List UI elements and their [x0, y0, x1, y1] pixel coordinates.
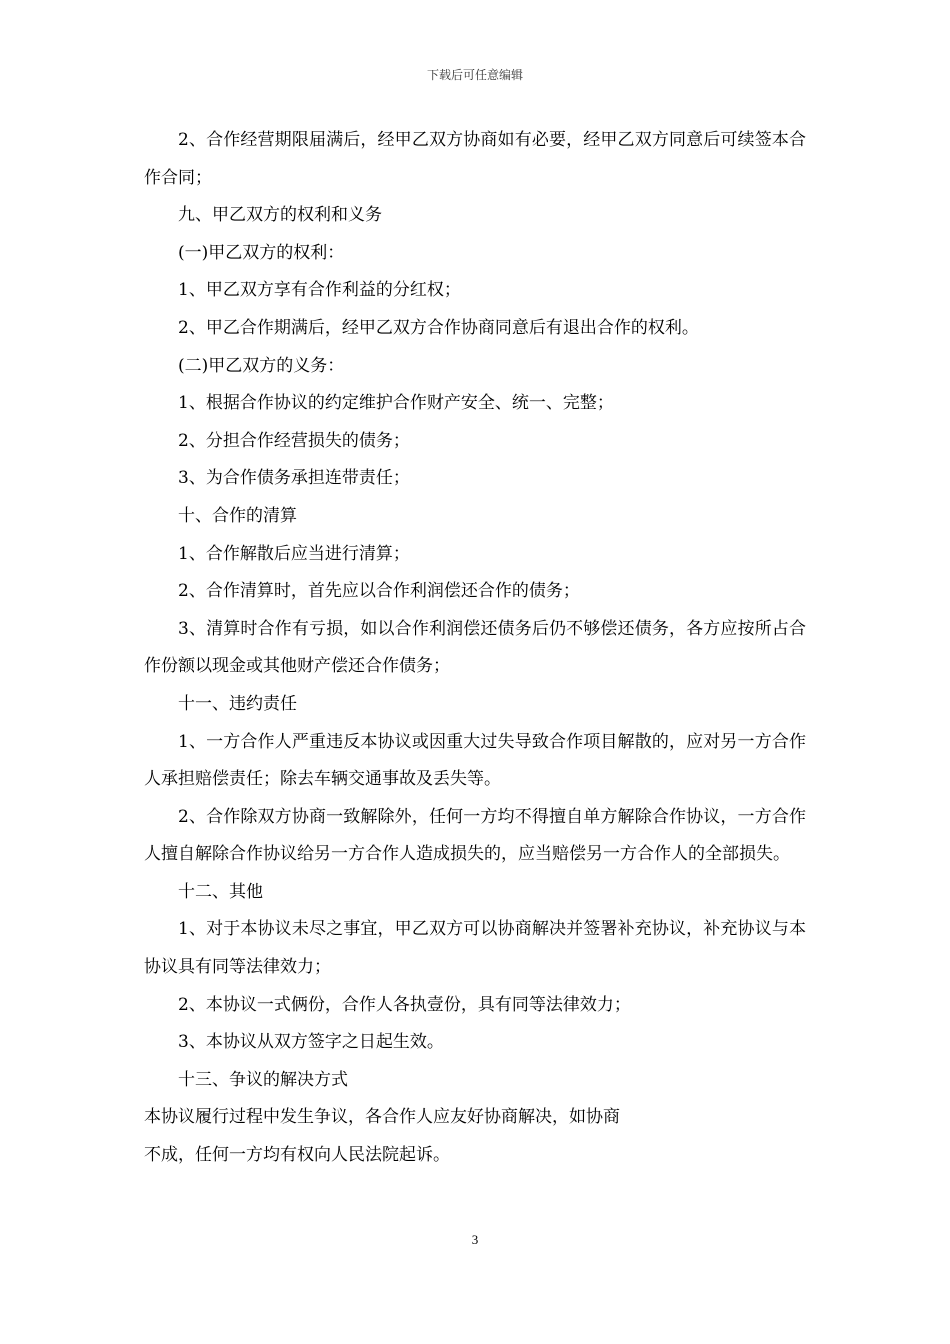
section-13-heading: 十三、争议的解决方式: [178, 1069, 348, 1090]
clause-12-2: 2、本协议一式俩份，合作人各执壹份，具有同等法律效力；: [178, 994, 631, 1015]
clause-9-2-2: 2、分担合作经营损失的债务；: [178, 430, 410, 451]
clause-11-2: 2、合作除双方协商一致解除外，任何一方均不得擅自单方解除合作协议，一方合作人擅自解除合作协议给另一方合作人造成损失的，应当赔偿另一方合作人的全部损失。: [144, 806, 806, 865]
clause-11-1: 1、一方合作人严重违反本协议或因重大过失导致合作项目解散的，应对另一方合作人承担赔偿责任；除去车辆交通事故及丢失等。: [144, 731, 806, 790]
clause-12-1: 1、对于本协议未尽之事宜，甲乙双方可以协商解决并签署补充协议，补充协议与本协议具有同等法律效力；: [144, 919, 806, 978]
section-10-heading: 十、合作的清算: [178, 505, 297, 526]
clause-12-3: 3、本协议从双方签字之日起生效。: [178, 1032, 444, 1053]
section-9-sub-1-heading: (一)甲乙双方的权利：: [178, 242, 345, 263]
clause-10-2: 2、合作清算时，首先应以合作利润偿还合作的债务；: [178, 581, 580, 602]
clause-9-2-3: 3、为合作债务承担连带责任；: [178, 468, 410, 489]
clause-10-3: 3、清算时合作有亏损，如以合作利润偿还债务后仍不够偿还债务，各方应按所占合作份额以现金或其他财产偿还合作债务；: [144, 618, 806, 677]
section-9-heading: 九、甲乙双方的权利和义务: [178, 205, 382, 226]
page-number: 3: [471, 1232, 479, 1247]
clause-9-1-2: 2、甲乙合作期满后，经甲乙双方合作协商同意后有退出合作的权利。: [178, 317, 699, 338]
document-body: [144, 122, 806, 1175]
clause-13-line-2: 不成，任何一方均有权向人民法院起诉。: [144, 1145, 450, 1166]
clause-13-line-1: 本协议履行过程中发生争议，各合作人应友好协商解决，如协商: [144, 1107, 620, 1128]
section-9-sub-2-heading: (二)甲乙双方的义务：: [178, 355, 345, 376]
clause-9-1-1: 1、甲乙双方享有合作利益的分红权；: [178, 280, 461, 301]
header-note: 下载后可任意编辑: [426, 68, 523, 82]
clause-9-2-1: 1、根据合作协议的约定维护合作财产安全、统一、完整；: [178, 393, 614, 414]
clause-10-1: 1、合作解散后应当进行清算；: [178, 543, 410, 564]
section-11-heading: 十一、违约责任: [178, 693, 297, 714]
section-12-heading: 十二、其他: [178, 881, 263, 902]
clause-8-2: 2、合作经营期限届满后，经甲乙双方协商如有必要，经甲乙双方同意后可续签本合作合同；: [144, 130, 806, 188]
